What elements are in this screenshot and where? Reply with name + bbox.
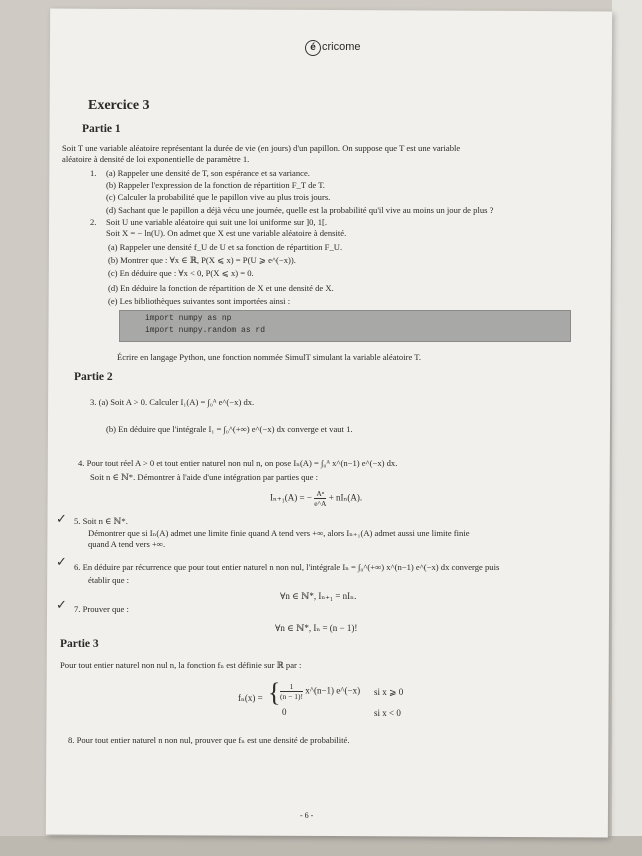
q6-equation: ∀n ∈ ℕ*, Iₙ₊₁ = nIₙ. bbox=[280, 591, 357, 601]
background-band bbox=[0, 836, 642, 856]
page-number: - 6 - bbox=[300, 811, 314, 820]
code-line-2: import numpy.random as rd bbox=[145, 326, 266, 335]
q5-line1: 5. Soit n ∈ ℕ*. bbox=[74, 516, 128, 526]
page-sheet bbox=[46, 9, 612, 838]
part1-intro-line2: aléatoire à densité de loi exponentielle de paramètre 1. bbox=[62, 154, 250, 164]
q1b-text: (b) Rappeler l'expression de la fonction de répartition F_T de T. bbox=[106, 180, 325, 190]
python-code-block bbox=[119, 310, 571, 342]
q4-eq-lhs: Iₙ₊₁(A) = − bbox=[270, 492, 312, 503]
q6-line2: établir que : bbox=[88, 575, 130, 585]
q4-eq-rhs: + nIₙ(A). bbox=[328, 492, 363, 503]
q4-eq-numerator: Aⁿ bbox=[314, 489, 326, 499]
f-case2: 0 bbox=[282, 707, 287, 717]
q7-text: 7. Prouver que : bbox=[74, 604, 129, 614]
q2a-text: (a) Rappeler une densité f_U de U et sa fonction de répartition F_U. bbox=[108, 242, 343, 252]
q2b-text: (b) Montrer que : ∀x ∈ ℝ, P(X ⩽ x) = P(U ⩾ e^(−x)). bbox=[108, 255, 296, 265]
q7-equation: ∀n ∈ ℕ*, Iₙ = (n − 1)! bbox=[275, 623, 358, 633]
part2-title: Partie 2 bbox=[74, 371, 113, 383]
part3-intro: Pour tout entier naturel non nul n, la fonction fₙ est définie sur ℝ par : bbox=[60, 660, 302, 670]
brace-icon: { bbox=[268, 678, 281, 707]
f-case1 bbox=[280, 682, 360, 701]
q5-line3: quand A tend vers +∞. bbox=[88, 539, 166, 549]
q2d-text: (d) En déduire la fonction de répartition de X et une densité de X. bbox=[108, 283, 334, 293]
code-line-1: import numpy as np bbox=[145, 314, 232, 323]
exercise-title: Exercice 3 bbox=[88, 98, 150, 113]
q4-equation bbox=[270, 489, 362, 508]
q5-line2: Démontrer que si Iₙ(A) admet une limite finie quand A tend vers +∞, alors Iₙ₊₁(A) admet aussi une limite finie bbox=[88, 528, 470, 538]
q2e-text: (e) Les bibliothèques suivantes sont importées ainsi : bbox=[108, 296, 291, 306]
f-condition1: si x ⩾ 0 bbox=[374, 687, 404, 697]
q1c-text: (c) Calculer la probabilité que le papillon vive au plus trois jours. bbox=[106, 192, 331, 202]
q1-number: 1. bbox=[90, 168, 97, 178]
q2c-text: (c) En déduire que : ∀x < 0, P(X ⩽ x) = 0. bbox=[108, 268, 254, 278]
q1a-text: (a) Rappeler une densité de T, son espérance et sa variance. bbox=[106, 168, 310, 178]
q2-line2: Soit X = − ln(U). On admet que X est une variable aléatoire à densité. bbox=[106, 228, 347, 238]
f-condition2: si x < 0 bbox=[374, 708, 401, 718]
f-lhs: fₙ(x) = bbox=[238, 693, 263, 703]
q2-line1: Soit U une variable aléatoire qui suit une loi uniforme sur ]0, 1[. bbox=[106, 217, 327, 227]
logo-text: cricome bbox=[322, 41, 361, 53]
f-denominator: (n − 1)! bbox=[280, 692, 303, 701]
handwritten-check-icon: ✓ bbox=[56, 555, 67, 570]
f-fraction bbox=[280, 682, 303, 701]
handwritten-check-icon: ✓ bbox=[56, 598, 67, 613]
f-case1-expr: x^(n−1) e^(−x) bbox=[305, 685, 361, 696]
handwritten-check-icon: ✓ bbox=[56, 512, 67, 527]
q2-number: 2. bbox=[90, 217, 97, 227]
ecricome-logo bbox=[305, 40, 361, 56]
q2e-instruction: Écrire en langage Python, une fonction nommée SimulT simulant la variable aléatoire T. bbox=[117, 352, 422, 362]
part1-intro-line1: Soit T une variable aléatoire représentant la durée de vie (en jours) d'un papillon. On suppose que T est une variable bbox=[62, 143, 461, 153]
background-edge bbox=[612, 0, 642, 856]
q4-line2: Soit n ∈ ℕ*. Démontrer à l'aide d'une intégration par parties que : bbox=[90, 472, 319, 482]
logo-circle-icon: é bbox=[305, 40, 321, 56]
q4-eq-fraction bbox=[314, 489, 326, 508]
q1d-text: (d) Sachant que le papillon a déjà vécu une journée, quelle est la probabilité qu'il vive au moins un jour de plus ? bbox=[106, 205, 494, 215]
q4-line1: 4. Pour tout réel A > 0 et tout entier naturel non nul n, on pose Iₙ(A) = ∫₀ᴬ x^(n−1) e^(−x) dx. bbox=[78, 458, 398, 468]
q3a-text: 3. (a) Soit A > 0. Calculer I₁(A) = ∫₀ᴬ e^(−x) dx. bbox=[90, 397, 255, 407]
q8-text: 8. Pour tout entier naturel n non nul, prouver que fₙ est une densité de probabilité. bbox=[68, 735, 350, 745]
q4-eq-denominator: e^A bbox=[314, 499, 327, 508]
q6-line1: 6. En déduire par récurrence que pour tout entier naturel n non nul, l'intégrale Iₙ = ∫₀^(+∞) x^(n−1) e^(−x) dx converge puis bbox=[74, 562, 500, 572]
part3-title: Partie 3 bbox=[60, 638, 99, 650]
part1-title: Partie 1 bbox=[82, 123, 121, 135]
f-numerator: 1 bbox=[280, 682, 303, 692]
q3b-text: (b) En déduire que l'intégrale I₁ = ∫₀^(+∞) e^(−x) dx converge et vaut 1. bbox=[106, 424, 353, 434]
